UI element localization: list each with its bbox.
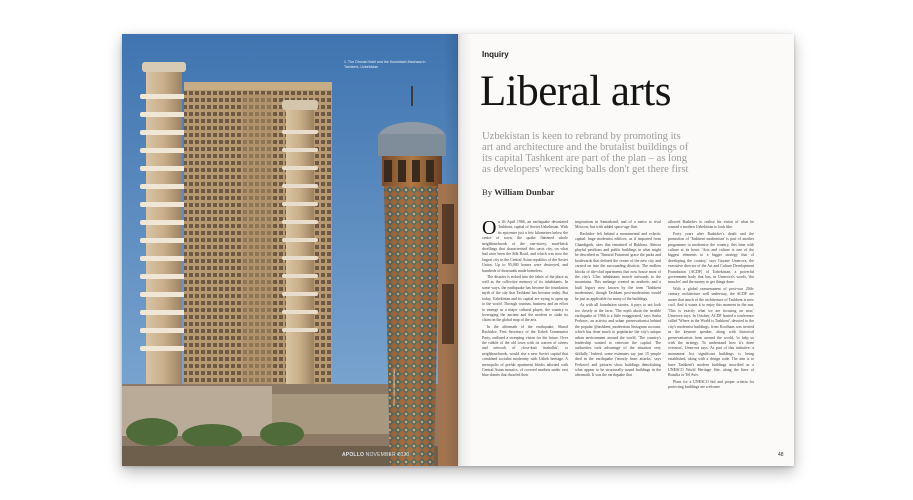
article-column-2 <box>575 220 661 446</box>
byline-name: William Dunbar <box>494 187 555 197</box>
article-paragraph: As with all foundation stories, it pays to not look too closely at the facts. 'The myth about the terrible earthquake of 1966 is a little exaggerated,' says Sasha Fedorov, an activist and urban preservationist behind the popular @tashkent_modernism Instagram account, which has done much to popularise the city's unique urban environment around the world. 'The country's leadership wanted to renovate the capital. The authorities took advantage of the situation very skilfully.' Indeed, some estimates say just 15 people died in the earthquake ('mostly heart attacks,' says Fedorov) and pictures show buildings demolishing what appear to be structurally sound buildings in the aftermath. It was the earthquake that <box>575 303 661 378</box>
section-label: Inquiry <box>482 50 509 59</box>
article-column-3 <box>668 220 754 446</box>
byline-prefix: By <box>482 187 493 197</box>
left-page <box>122 34 458 466</box>
byline <box>482 187 554 197</box>
hotel-and-minaret-photo <box>122 34 458 466</box>
article-paragraph: With a global reassessment of post-war 20th-century architecture well underway, the ACDF are aware that much of the architecture of Tashkent is now cool. And it wants it to enjoy this moment in the sun. 'This is exactly what we are focusing on now,' Umerova says. In October, ACDF hosted a conference called 'Where in the World is Tashkent', devoted to the city's modernist buildings, from Koolhaas was invited as the keynote speaker, along with historical preservationists from around the world, 'to help us with the strategy. To understand how it's done overseas', Umerova says. As part of this initiative, a monument list significant buildings is being established, along with a design code. The aim is to have Tashkent's modern buildings inscribed as a UNESCO World Heritage Site, along the lines of Brasilia or Tel Aviv. <box>668 286 754 378</box>
article-paragraph: The disaster is etched into the fabric of the place as well as the collective memory of its inhabitants. In some ways, the earthquake has become the foundation myth of the city that Tashkent has become today. But today, Uzbekistan and its capital are trying to open up to the world. Through tourism, business and an effort to emerge as a major cultural player, the country is leveraging the ancient and the modern to stake its claim on the global map of the arts. <box>482 275 568 323</box>
magazine-spread <box>122 34 794 466</box>
photo-caption: 1. The Dhonia Hotel and the Kukeldash Madrasa in Tashkent, Uzbekistan <box>344 60 426 69</box>
drop-cap: O <box>482 220 497 239</box>
standfirst: Uzbekistan is keen to rebrand by promoting its art and architecture and the brutalist buildings of its capital Tashkent are part of the plan – as long as developers' wrecking balls don't get there first <box>482 131 689 175</box>
headline: Liberal arts <box>480 68 671 115</box>
folio-issue: NOVEMBER 2023 <box>365 452 410 458</box>
article-paragraph: inspirations in Samarkand, and of a metro to rival Moscow, but with added space-age flair. <box>575 220 661 230</box>
folio-left <box>342 452 409 458</box>
page-number: 48 <box>778 452 784 458</box>
article-paragraph: Forty years after Rashidov's death and the promotion of 'Tashkent modernism' is part of another programme to modernise the country, this time with culture at its heart. 'Arts and culture is one of the biggest elements to a bigger strategy that of developing the country,' says Gayane Umerova, the executive director of the Art and Culture Development Foundation (ACDF) of Uzbekistan, a powerful government body that has, in Umerova's words, 'the muscles' and the money to get things done. <box>668 231 754 285</box>
article-paragraph: Rashidov left behind a monumental and eclectic capital: huge modernist edifices, as if imported from Chandigarh, sites that remained of Bukhara. Almost playful pavilions and public buildings in what might be described as 'Timurid Futurism' grace the parks and boulevards that defined the centre of the new city and carried on into the surrounding districts. The endless blocks of tile-clad apartments that now house most of the city's 3.5m inhabitants march outwards to the mountains. This melange created an aesthetic and a built legacy now known by the term 'Tashkent modernism', though Tashkent post-modernism would be just as applicable for many of the buildings. <box>575 231 661 301</box>
article-paragraph: Plans for a UNESCO bid and proper criteria for protecting buildings are welcome <box>668 379 754 390</box>
article-paragraph: In the aftermath of the earthquake, Sharaf Rashidov, First Secretary of the Uzbek Communist Party, outlined a sweeping vision for the future. Over the rubble of the old town with its warren of streets and network of close-knit 'mahallas', or neighbourhoods, would rise a new Soviet capital that combined socialist modernity with Uzbek heritage. A metropolis of prefab apartment blocks adorned with Central Asian mosaics, of covered markets under vast blue domes that dwarfed their <box>482 324 568 378</box>
photo-credit: Photo: Julian Wiltshire/Getty <box>392 368 396 406</box>
article-column-1 <box>482 220 568 446</box>
folio-magazine: APOLLO <box>342 452 365 458</box>
article-paragraph: allowed Rashidov to realise his vision of what he wanted a modern Uzbekistan to look like. <box>668 220 754 230</box>
article-paragraph: On 26 April 1966, an earthquake devastated Tashkent, capital of Soviet Uzbekistan. With its epicentre just a few kilometres below the centre of town, the quake flattened whole neighbourhoods of the one-storey, mud-brick dwellings that characterised this oasis city, on what had once been the Silk Road, and which was now the largest city in the Central Asian republics of the Soviet Union. Up to 95,000 homes were destroyed, and hundreds of thousands made homeless. <box>482 220 568 273</box>
right-page <box>458 34 794 466</box>
